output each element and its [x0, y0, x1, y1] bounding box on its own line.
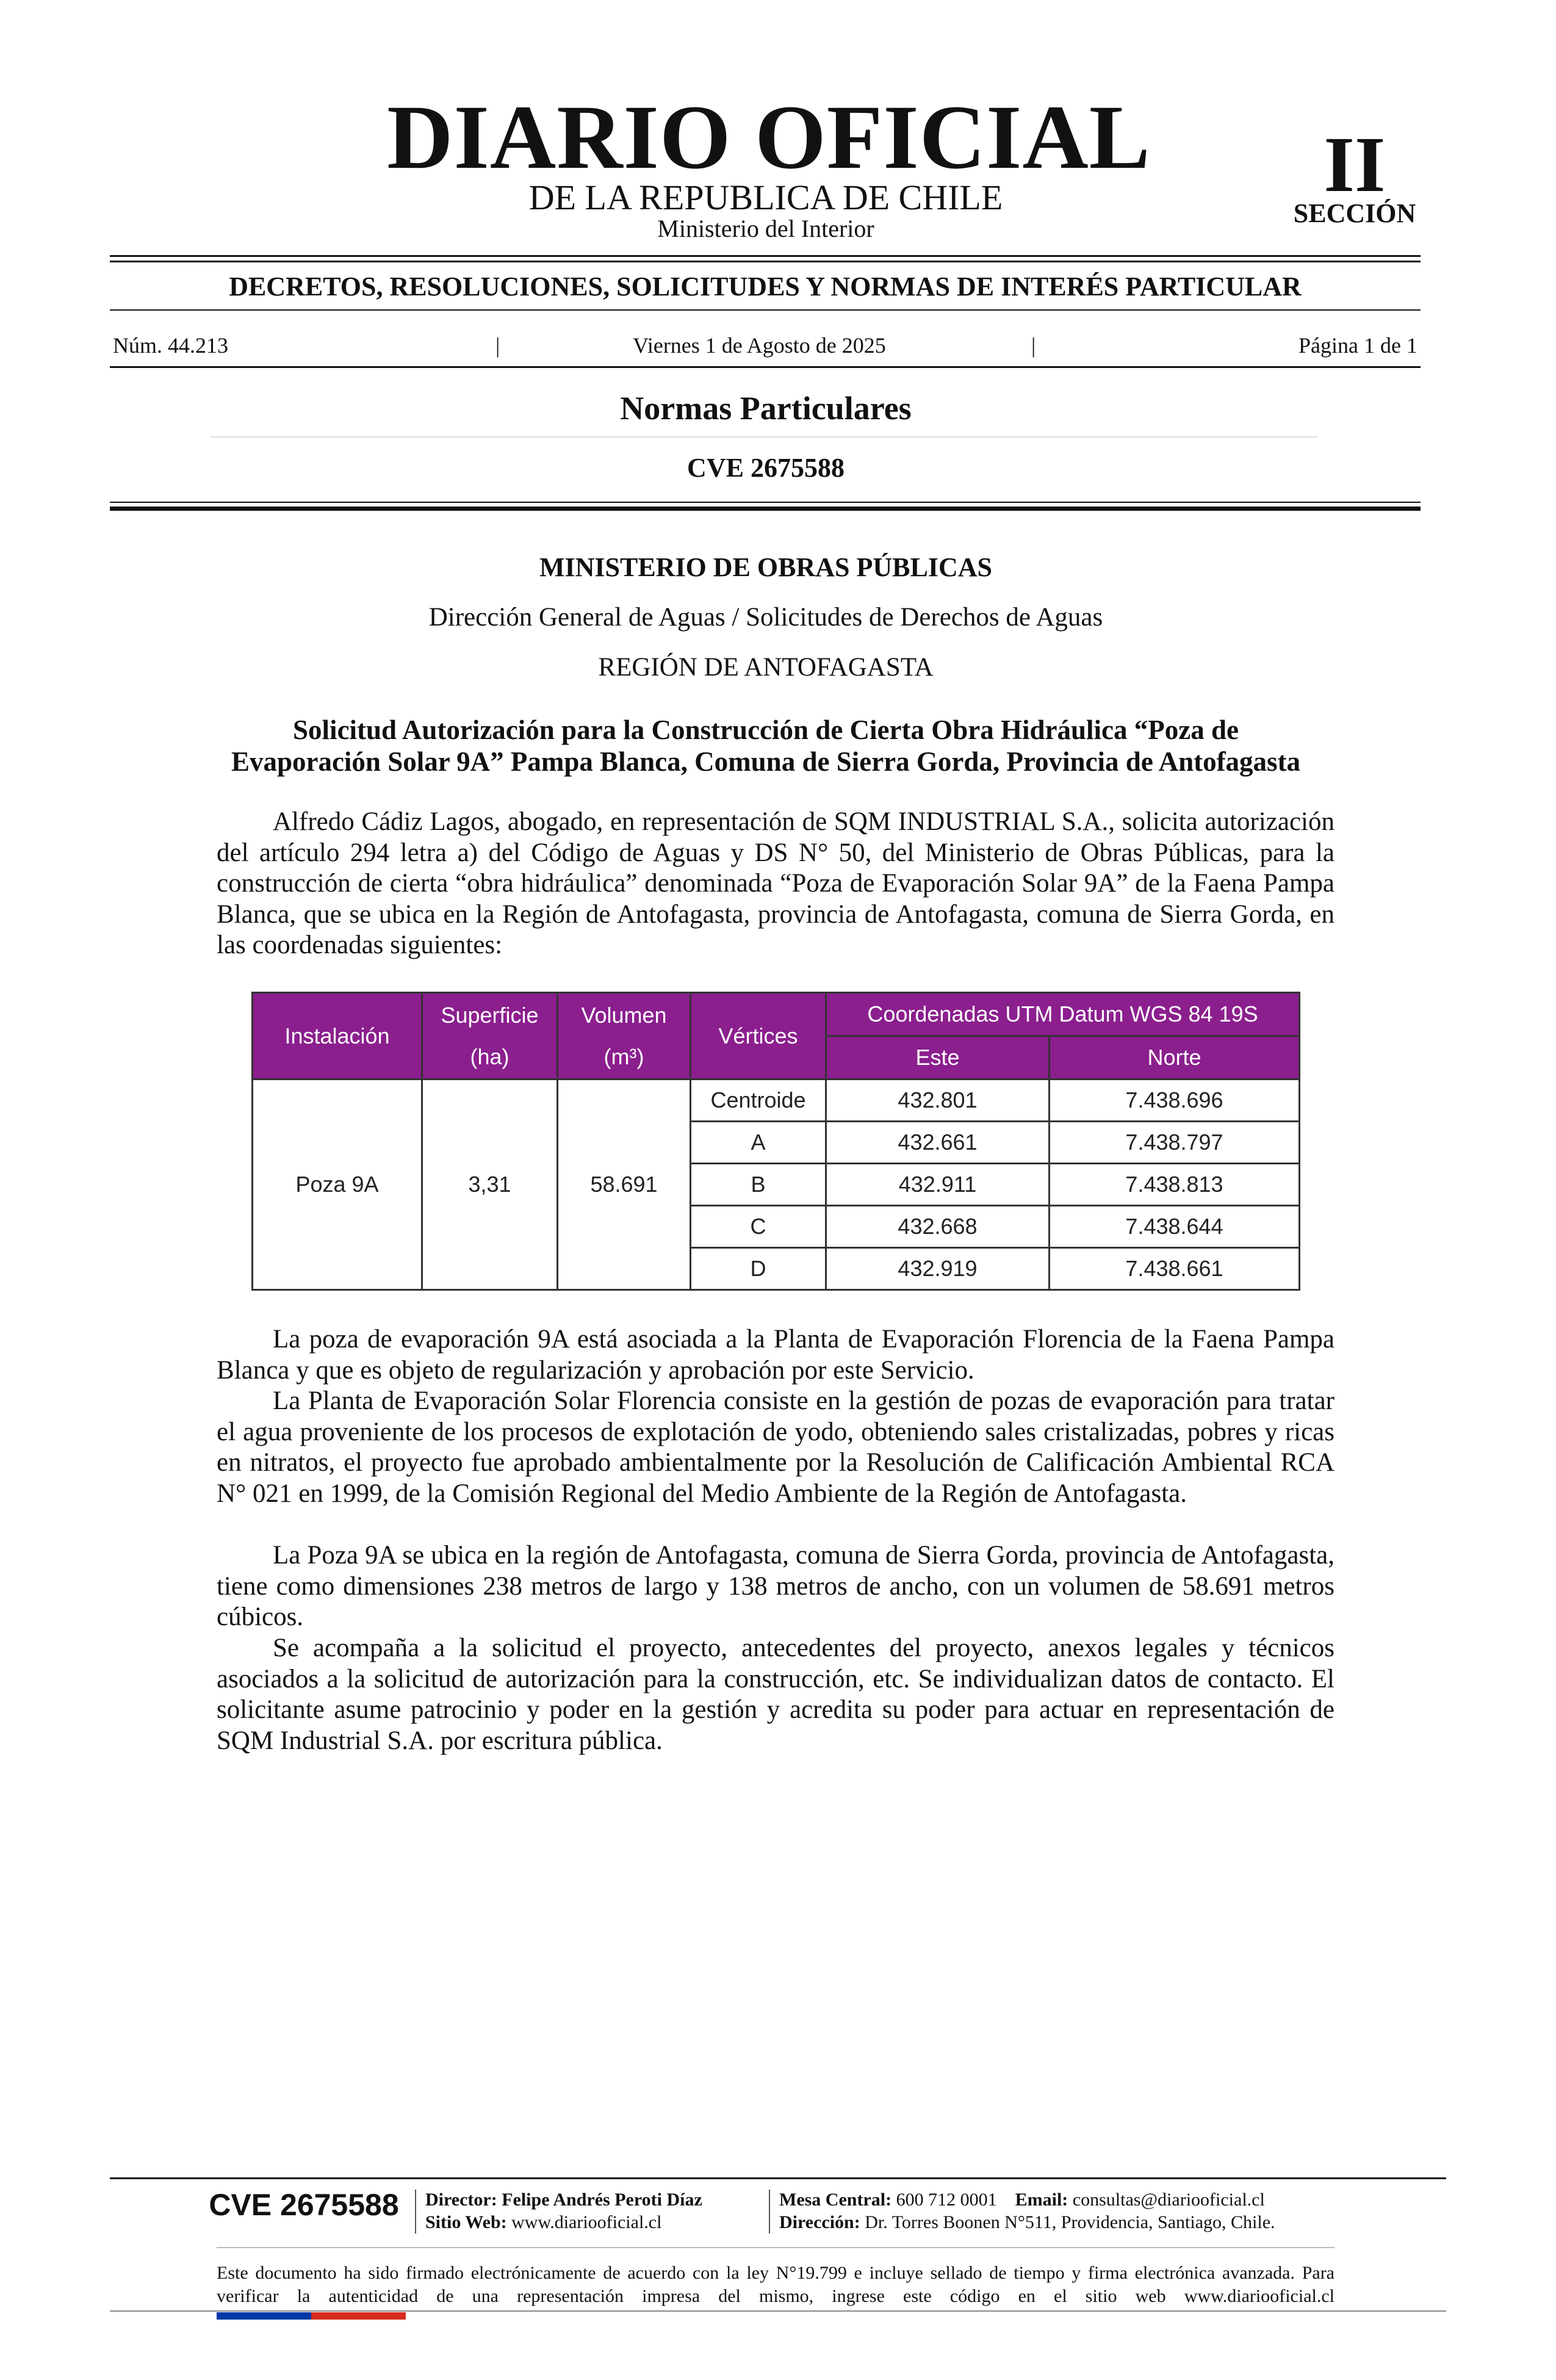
request-title: [195, 714, 1336, 777]
header-volume-unit: (m³): [603, 1044, 644, 1069]
address-text: Dr. Torres Boonen N°511, Providencia, Santiago, Chile.: [865, 2212, 1275, 2232]
region-heading: REGIÓN DE ANTOFAGASTA: [598, 653, 934, 682]
request-title-line: Evaporación Solar 9A” Pampa Blanca, Comuna de Sierra Gorda, Provincia de Antofagasta: [231, 746, 1301, 777]
paragraph-text: La Poza 9A se ubica en la región de Antofagasta, comuna de Sierra Gorda, provincia de Antofagasta, tiene como dimensiones 238 metros de largo y 138 metros de ancho, con un volumen de 58.691 metros cúbicos.: [217, 1541, 1334, 1631]
request-title-line: Solicitud Autorización para la Construcción de Cierta Obra Hidráulica “Poza de: [293, 715, 1239, 745]
email-label: Email:: [1015, 2190, 1068, 2210]
footer-rule-bottom: [110, 2310, 1446, 2312]
paragraph-text: La Planta de Evaporación Solar Florencia consiste en la gestión de pozas de evaporación para tratar el agua proveniente de los procesos de explotación de yodo, obteniendo sales cristalizadas, pobres y ricas en nitratos, el proyecto fue aprobado ambientalmente por la Resolución de Calificación Ambiental RCA N° 021 en 1999, de la Comisión Regional del Medio Ambiente de la Región de Antofagasta.: [217, 1387, 1334, 1508]
masthead-title: DIARIO OFICIAL: [387, 87, 1151, 188]
installation-cell: Poza 9A: [253, 1080, 422, 1290]
email-link[interactable]: consultas@diariooficial.cl: [1072, 2190, 1265, 2210]
north-cell: 7.438.797: [1050, 1122, 1300, 1164]
header-vertices: Vértices: [691, 993, 826, 1080]
category-title: Normas Particulares: [620, 390, 912, 427]
north-cell: 7.438.696: [1050, 1080, 1300, 1122]
header-volume-label: Volumen: [581, 1002, 667, 1028]
issue-number: Núm. 44.213: [113, 333, 228, 358]
masthead-subtitle: DE LA REPUBLICA DE CHILE: [528, 178, 1003, 217]
address-label: Dirección:: [779, 2212, 860, 2232]
director-name: Felipe Andrés Peroti Díaz: [502, 2190, 702, 2210]
footer-website: [425, 2211, 661, 2234]
vertex-cell: C: [691, 1206, 826, 1248]
page-indicator: Página 1 de 1: [1298, 333, 1417, 358]
footer-rule-top: [110, 2177, 1446, 2179]
east-cell: 432.668: [826, 1206, 1050, 1248]
body-paragraph: [217, 1633, 1334, 1756]
header-surface-unit: (ha): [470, 1044, 510, 1069]
volume-cell: 58.691: [558, 1080, 691, 1290]
body-paragraph: [217, 1386, 1334, 1509]
issue-date: Viernes 1 de Agosto de 2025: [633, 333, 886, 358]
footer-contact: [779, 2188, 1265, 2211]
flag-stripe-blue: [217, 2312, 311, 2320]
coordinates-table: [251, 992, 1300, 1291]
cve-code: CVE 2675588: [687, 453, 845, 483]
masthead-rule-bottom: [110, 261, 1421, 262]
north-cell: 7.438.661: [1050, 1248, 1300, 1290]
north-cell: 7.438.813: [1050, 1164, 1300, 1206]
body-paragraph: [217, 1324, 1334, 1386]
vertex-cell: Centroide: [691, 1080, 826, 1122]
footer-address: [779, 2211, 1275, 2234]
section-banner: DECRETOS, RESOLUCIONES, SOLICITUDES Y NORMAS DE INTERÉS PARTICULAR: [229, 272, 1302, 301]
masthead-ministry: Ministerio del Interior: [657, 215, 874, 242]
east-cell: 432.911: [826, 1164, 1050, 1206]
table-row: [253, 1080, 1300, 1122]
masthead-rule-top: [110, 255, 1421, 257]
footer-divider: [769, 2190, 770, 2234]
cve-rule-thin: [110, 502, 1421, 503]
surface-cell: 3,31: [422, 1080, 558, 1290]
header-east: Este: [826, 1036, 1050, 1080]
footer-divider: [415, 2190, 416, 2234]
header-volume: [558, 993, 691, 1080]
director-label: Director:: [425, 2190, 497, 2210]
header-surface-label: Superficie: [441, 1002, 539, 1028]
cve-rule-thick: [110, 507, 1421, 511]
footer-director: [425, 2188, 702, 2211]
east-cell: 432.661: [826, 1122, 1050, 1164]
vertex-cell: A: [691, 1122, 826, 1164]
direction-heading: Dirección General de Aguas / Solicitudes de Derechos de Aguas: [428, 603, 1103, 632]
header-installation: Instalación: [253, 993, 422, 1080]
phone-number: 600 712 0001: [896, 2190, 997, 2210]
website-label: Sitio Web:: [425, 2212, 507, 2232]
north-cell: 7.438.644: [1050, 1206, 1300, 1248]
east-cell: 432.801: [826, 1080, 1050, 1122]
category-divider: [211, 436, 1318, 438]
website-link[interactable]: www.diariooficial.cl: [511, 2212, 662, 2232]
header-north: Norte: [1050, 1036, 1300, 1080]
phone-label: Mesa Central:: [779, 2190, 892, 2210]
ministry-heading: MINISTERIO DE OBRAS PÚBLICAS: [539, 552, 993, 582]
footer-rule-mid: [217, 2247, 1334, 2248]
issue-separator: |: [1031, 333, 1036, 358]
flag-stripe-red: [311, 2312, 406, 2320]
footer-signature-note: Este documento ha sido firmado electrónicamente de acuerdo con la ley N°19.799 e incluye sellado de tiempo y firma electrónica avanzada. Para verificar la autenticidad de una representación impresa del mismo, ingrese este código en el sitio web www.diariooficial.cl: [217, 2263, 1334, 2306]
issue-rule: [110, 366, 1421, 368]
paragraph-text: Alfredo Cádiz Lagos, abogado, en representación de SQM INDUSTRIAL S.A., solicita autorización del artículo 294 letra a) del Código de Aguas y DS N° 50, del Ministerio de Obras Públicas, para la construcción de cierta “obra hidráulica” denominada “Poza de Evaporación Solar 9A” de la Faena Pampa Blanca, que se ubica en la Región de Antofagasta, provincia de Antofagasta, comuna de Sierra Gorda, en las coordenadas siguientes:: [217, 807, 1334, 959]
east-cell: 432.919: [826, 1248, 1050, 1290]
paragraph-text: La poza de evaporación 9A está asociada a la Planta de Evaporación Florencia de la Faena Pampa Blanca y que es objeto de regularización y aprobación por este Servicio.: [217, 1325, 1334, 1385]
section-label: SECCIÓN: [1293, 198, 1416, 228]
paragraph-text: Se acompaña a la solicitud el proyecto, antecedentes del proyecto, anexos legales y técnicos asociados a la solicitud de autorización para la construcción, etc. Se individualizan datos de contacto. El solicitante asume patrocinio y poder en la gestión y acredita su poder para actuar en representación de SQM Industrial S.A. por escritura pública.: [217, 1634, 1334, 1755]
header-coordinates: Coordenadas UTM Datum WGS 84 19S: [826, 993, 1300, 1036]
footer-cve-code: CVE 2675588: [209, 2188, 399, 2222]
header-surface: [422, 993, 558, 1080]
vertex-cell: D: [691, 1248, 826, 1290]
section-number: II: [1324, 121, 1386, 209]
body-paragraph: [217, 1540, 1334, 1633]
vertex-cell: B: [691, 1164, 826, 1206]
issue-separator: |: [495, 333, 500, 358]
body-paragraph: [217, 807, 1334, 961]
banner-rule: [110, 309, 1421, 311]
